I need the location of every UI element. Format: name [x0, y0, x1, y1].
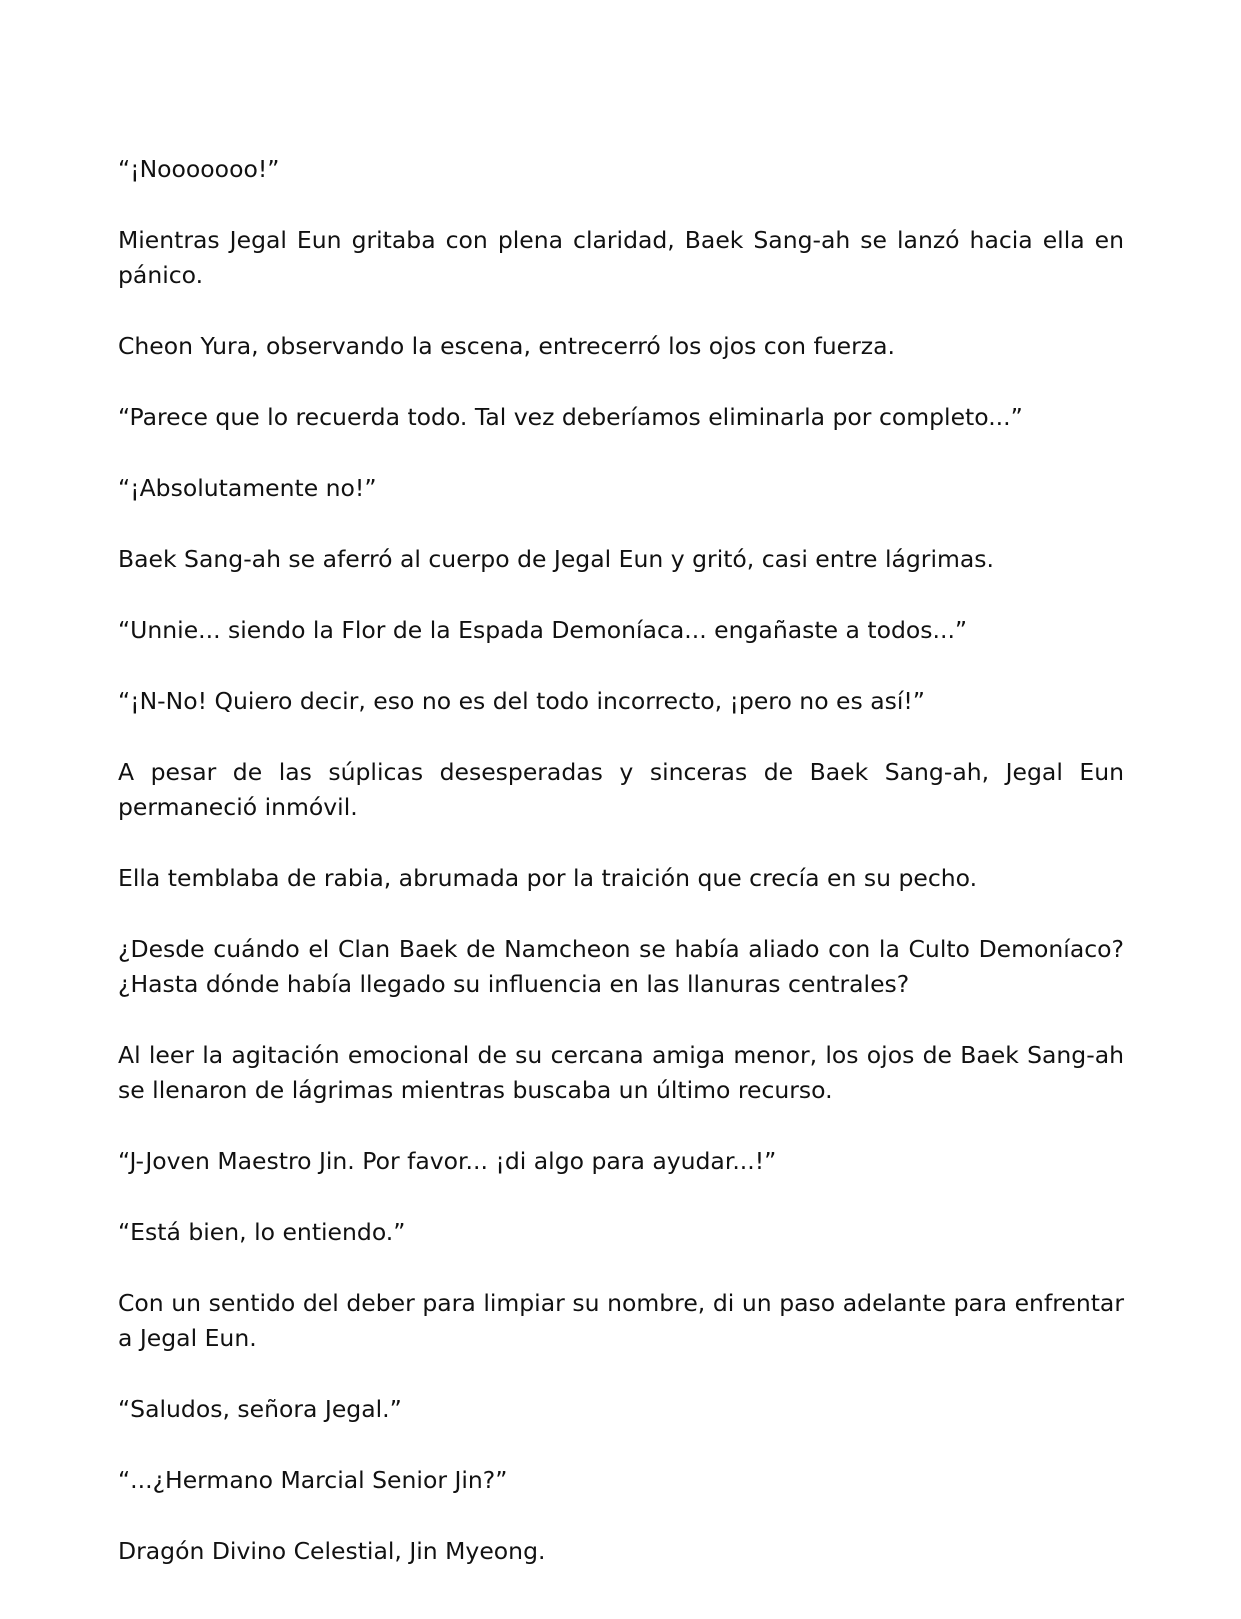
- paragraph-7: “Unnie... siendo la Flor de la Espada Demoníaca... engañaste a todos...”: [118, 616, 968, 644]
- document-body: [118, 152, 1124, 1569]
- paragraph-5: “¡Absolutamente no!”: [118, 474, 377, 502]
- paragraph-18: Dragón Divino Celestial, Jin Myeong.: [118, 1537, 546, 1565]
- paragraph-17: “...¿Hermano Marcial Senior Jin?”: [118, 1466, 508, 1494]
- paragraph-13: “J-Joven Maestro Jin. Por favor... ¡di algo para ayudar...!”: [118, 1147, 777, 1175]
- paragraph-10: Ella temblaba de rabia, abrumada por la traición que crecía en su pecho.: [118, 864, 978, 892]
- paragraph-12: Al leer la agitación emocional de su cercana amiga menor, los ojos de Baek Sang-ah se llenaron de lágrimas mientras buscaba un último recurso.: [118, 1041, 1124, 1104]
- paragraph-4: “Parece que lo recuerda todo. Tal vez deberíamos eliminarla por completo...”: [118, 403, 1023, 431]
- paragraph-8: “¡N-No! Quiero decir, eso no es del todo incorrecto, ¡pero no es así!”: [118, 687, 925, 715]
- paragraph-2: Mientras Jegal Eun gritaba con plena claridad, Baek Sang-ah se lanzó hacia ella en pánico.: [118, 226, 1124, 289]
- paragraph-3: Cheon Yura, observando la escena, entrecerró los ojos con fuerza.: [118, 332, 895, 360]
- paragraph-11: ¿Desde cuándo el Clan Baek de Namcheon se había aliado con la Culto Demoníaco? ¿Hasta dónde había llegado su influencia en las llanuras centrales?: [118, 935, 1124, 998]
- paragraph-15: Con un sentido del deber para limpiar su nombre, di un paso adelante para enfrentar a Jegal Eun.: [118, 1289, 1124, 1352]
- paragraph-9: A pesar de las súplicas desesperadas y sinceras de Baek Sang-ah, Jegal Eun permaneció inmóvil.: [118, 758, 1124, 821]
- paragraph-16: “Saludos, señora Jegal.”: [118, 1395, 402, 1423]
- paragraph-14: “Está bien, lo entiendo.”: [118, 1218, 406, 1246]
- paragraph-1: “¡Nooooooo!”: [118, 155, 280, 183]
- paragraph-6: Baek Sang-ah se aferró al cuerpo de Jegal Eun y gritó, casi entre lágrimas.: [118, 545, 994, 573]
